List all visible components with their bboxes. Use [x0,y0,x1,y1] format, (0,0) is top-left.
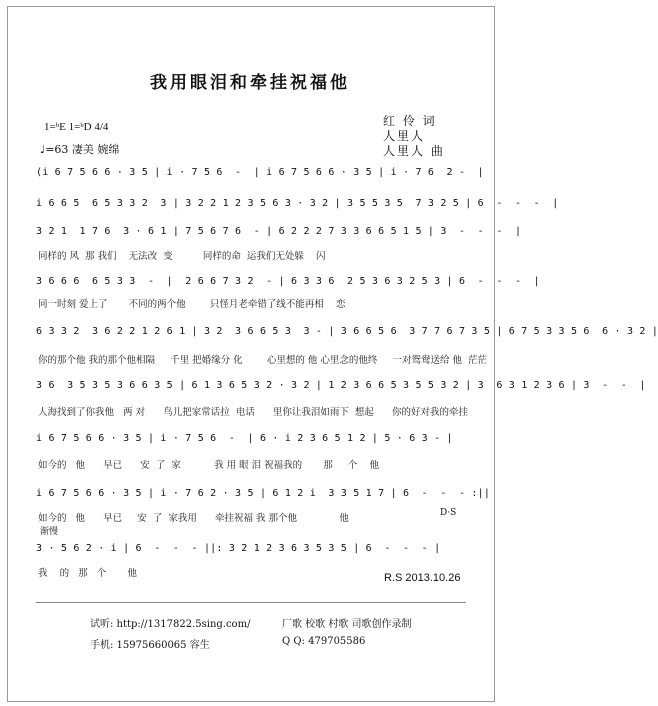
score-row-3: 3 2 1 1 7 6 3 · 6 1 | 7 5 6 7 6 - | 6 2 2 2 7 3 3 6 6 5 1 5 | 3 - - - | [36,226,522,237]
credit-lyricist: 红 伶 词 [383,114,437,128]
score-row-1: (i 6 7 5 6 6 · 3 5 | i · 7 5 6 - | i 6 7 5 6 6 · 3 5 | i · 7 6 2 - | [36,167,484,178]
song-title: 我用眼泪和牵挂祝福他 [150,73,350,93]
footer-listen: 试听: http://1317822.5sing.com/ [90,619,251,630]
score-row-7: i 6 7 5 6 6 · 3 5 | i · 7 5 6 - | 6 · i 2 3 6 5 1 2 | 5 · 6 3 - | [36,433,453,444]
score-row-9: 3 · 5 6 2 · i | 6 - - - ||: 3 2 1 2 3 6 3 5 3 5 | 6 - - - | [36,543,441,554]
footer-studio: 厂歌 校歌 村歌 司歌创作录制 [282,619,412,630]
credit-composer: 人里人 曲 [383,144,445,158]
lyric-row-3: 同样的 风 那 我们 无法改 变 同样的命 运我们无处躲 闪 [38,251,326,262]
lyric-row-8: 如今的 他 早已 安 了 家我用 牵挂祝福 我 那个他 他 [38,513,349,524]
date-signature: R.S 2013.10.26 [384,572,461,584]
score-row-4: 3 6 6 6 6 5 3 3 - | 2 6 6 7 3 2 - | 6 3 3 6 2 5 3 6 3 2 5 3 | 6 - - - | [36,276,540,287]
lyric-row-6: 人海找到了你我他 两 对 鸟儿把家常话拉 电话 里你让我泪如雨下 想起 你的好对我的牵挂 [38,407,469,418]
footer-divider [36,602,466,603]
lyric-row-5: 你的那个他 我的那个他相隔 千里 把婚缘分 化 心里想的 他 心里念的他终 一对鸳鸯送给 他 茫茫 [38,355,488,366]
key-signature: 1=ᵇE 1=ᵇD 4/4 [44,121,109,133]
score-row-2: i 6 6 5 6 5 3 3 2 3 | 3 2 2 1 2 3 5 6 3 · 3 2 | 3 5 5 3 5 7 3 2 5 | 6 - - - | [36,198,559,209]
lyric-row-7: 如今的 他 早已 安 了 家 我 用 眼 泪 祝福我的 那 个 他 [38,460,379,471]
tempo-marking: ♩=63 凄美 婉绵 [40,143,120,156]
ritardando-marker: 渐慢 [40,527,59,537]
footer-qq: Q Q: 479705586 [282,636,366,647]
lyric-row-9: 我 的 那 个 他 [38,568,137,579]
score-row-6: 3 6 3 5 3 5 3 6 6 3 5 | 6 1 3 6 5 3 2 · 3 2 | 1 2 3 6 6 5 3 5 5 3 2 | 3 6 3 1 2 3 6 | 3 - - | [36,380,646,391]
score-row-5: 6 3 3 2 3 6 2 2 1 2 6 1 | 3 2 3 6 6 5 3 3 - | 3 6 6 5 6 3 7 7 6 7 3 5 | 6 7 5 3 3 5 6 6 · 3 2 | [36,326,658,337]
credit-singer: 人里人 [383,129,426,143]
footer-phone: 手机: 15975660065 容生 [90,640,210,651]
lyric-row-4: 同一时刻 爱上了 不同的两个他 只怪月老牵错了线不能再相 恋 [38,299,346,310]
ds-marker: D·S [440,508,457,518]
score-row-8: i 6 7 5 6 6 · 3 5 | i · 7 6 2 · 3 5 | 6 1 2 i 3 3 5 1 7 | 6 - - - :|| [36,488,491,499]
